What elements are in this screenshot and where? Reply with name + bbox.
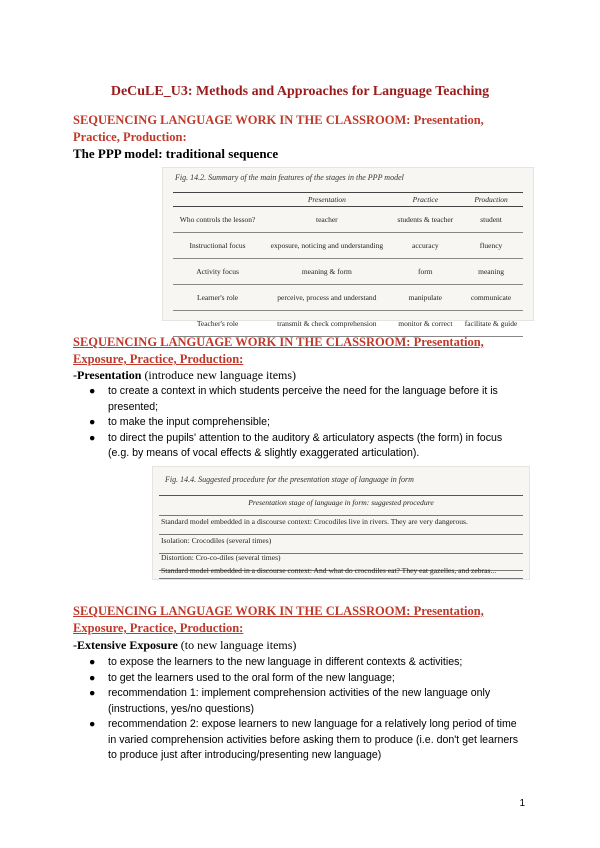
table-cell: form (392, 259, 460, 285)
ppp-figure-caption: Fig. 14.2. Summary of the main features of the stages in the PPP model (175, 173, 404, 182)
table-row (173, 233, 523, 259)
presentation-table-header: Presentation stage of language in form: suggested procedure (159, 495, 523, 516)
table-row: Standard model embedded in a discourse context: And what do crocodiles eat? They eat gazelles, and zebras... (159, 564, 523, 579)
section2-intro-text: (introduce new language items) (141, 368, 297, 382)
list-item (73, 384, 523, 415)
presentation-figure (152, 466, 530, 580)
ppp-header-cell: Presentation (262, 193, 391, 207)
bullet-icon: ● (89, 687, 96, 699)
table-row (173, 207, 523, 233)
section3-intro-label: -Extensive Exposure (73, 638, 178, 652)
bullet-icon: ● (89, 416, 96, 428)
table-row: Distortion: Cro-co-diles (several times) (159, 551, 523, 571)
section2-heading: SEQUENCING LANGUAGE WORK IN THE CLASSROOM: Presentation, Exposure, Practice, Production: (73, 335, 484, 366)
list-item (73, 431, 523, 462)
section1-subheading: The PPP model: traditional sequence (73, 146, 279, 161)
list-item-text: to get the learners used to the oral form of the new language; (108, 671, 395, 684)
table-cell: fluency (459, 233, 523, 259)
ppp-header-cell (173, 193, 262, 207)
bullet-icon: ● (89, 656, 96, 668)
table-cell: manipulate (392, 285, 460, 311)
list-item-text: to create a context in which students perceive the need for the language before it is presented; (108, 385, 498, 413)
presentation-figure-caption: Fig. 14.4. Suggested procedure for the presentation stage of language in form (165, 475, 414, 484)
table-cell: meaning (459, 259, 523, 285)
ppp-table-header-row (173, 193, 523, 207)
table-cell: accuracy (392, 233, 460, 259)
document-title: DeCuLE_U3: Methods and Approaches for Language Teaching (110, 84, 490, 99)
ppp-header-cell: Practice (392, 193, 460, 207)
section2-intro (73, 367, 296, 383)
table-cell: teacher (262, 207, 391, 233)
list-item (73, 415, 523, 431)
table-cell: Instructional focus (173, 233, 262, 259)
list-item-text: to direct the pupils' attention to the auditory & articulatory aspects (the form) in focus (e.g. by means of vocal effects & slightly exaggerated articulation). (108, 431, 503, 459)
list-item (73, 671, 523, 687)
list-item-text: recommendation 1: implement comprehension activities of the new language only (instructions, yes/no questions) (108, 687, 491, 715)
table-cell: Who controls the lesson? (173, 207, 262, 233)
table-cell: students & teacher (392, 207, 460, 233)
table-cell: Activity focus (173, 259, 262, 285)
table-cell: meaning & form (262, 259, 391, 285)
section3-intro (73, 637, 296, 653)
bullet-icon: ● (89, 671, 96, 684)
table-cell: perceive, process and understand (262, 285, 391, 311)
table-row: Standard model embedded in a discourse context: Crocodiles live in rivers. They are very dangerous. (159, 515, 523, 535)
table-cell: exposure, noticing and understanding (262, 233, 391, 259)
ppp-header-cell: Production (459, 193, 523, 207)
table-cell: communicate (459, 285, 523, 311)
section3-heading: SEQUENCING LANGUAGE WORK IN THE CLASSROOM: Presentation, Exposure, Practice, Production: (73, 604, 484, 635)
table-cell: transmit & check comprehension (262, 311, 391, 337)
table-row: Isolation: Crocodiles (several times) (159, 534, 523, 554)
ppp-table (173, 192, 523, 337)
table-cell: student (459, 207, 523, 233)
bullet-icon: ● (89, 431, 96, 444)
table-row (173, 311, 523, 337)
ppp-figure (162, 167, 534, 328)
table-cell: facilitate & guide (459, 311, 523, 337)
list-item (73, 717, 523, 764)
section1-heading: SEQUENCING LANGUAGE WORK IN THE CLASSROOM: Presentation, Practice, Production: (73, 113, 484, 144)
list-item (73, 686, 523, 717)
table-row (173, 259, 523, 285)
section2-intro-label: -Presentation (73, 368, 142, 382)
table-cell: Teacher's role (173, 311, 262, 337)
section3-intro-text: (to new language items) (177, 638, 297, 652)
table-row (173, 285, 523, 311)
table-cell: monitor & correct (392, 311, 460, 337)
page-number: 1 (519, 798, 525, 809)
list-item-text: to expose the learners to the new language in different contexts & activities; (108, 656, 463, 668)
section2-bullet-list (73, 384, 523, 462)
table-cell: Learner's role (173, 285, 262, 311)
list-item-text: to make the input comprehensible; (108, 416, 270, 428)
list-item (73, 655, 523, 671)
bullet-icon: ● (89, 385, 96, 397)
section3-bullet-list (73, 655, 523, 764)
list-item-text: recommendation 2: expose learners to new language for a relatively long period of time in varied comprehension activities before asking them to produce (i.e. don't get learners to produce just after introducing/presenting new language) (108, 718, 519, 761)
bullet-icon: ● (89, 718, 96, 730)
